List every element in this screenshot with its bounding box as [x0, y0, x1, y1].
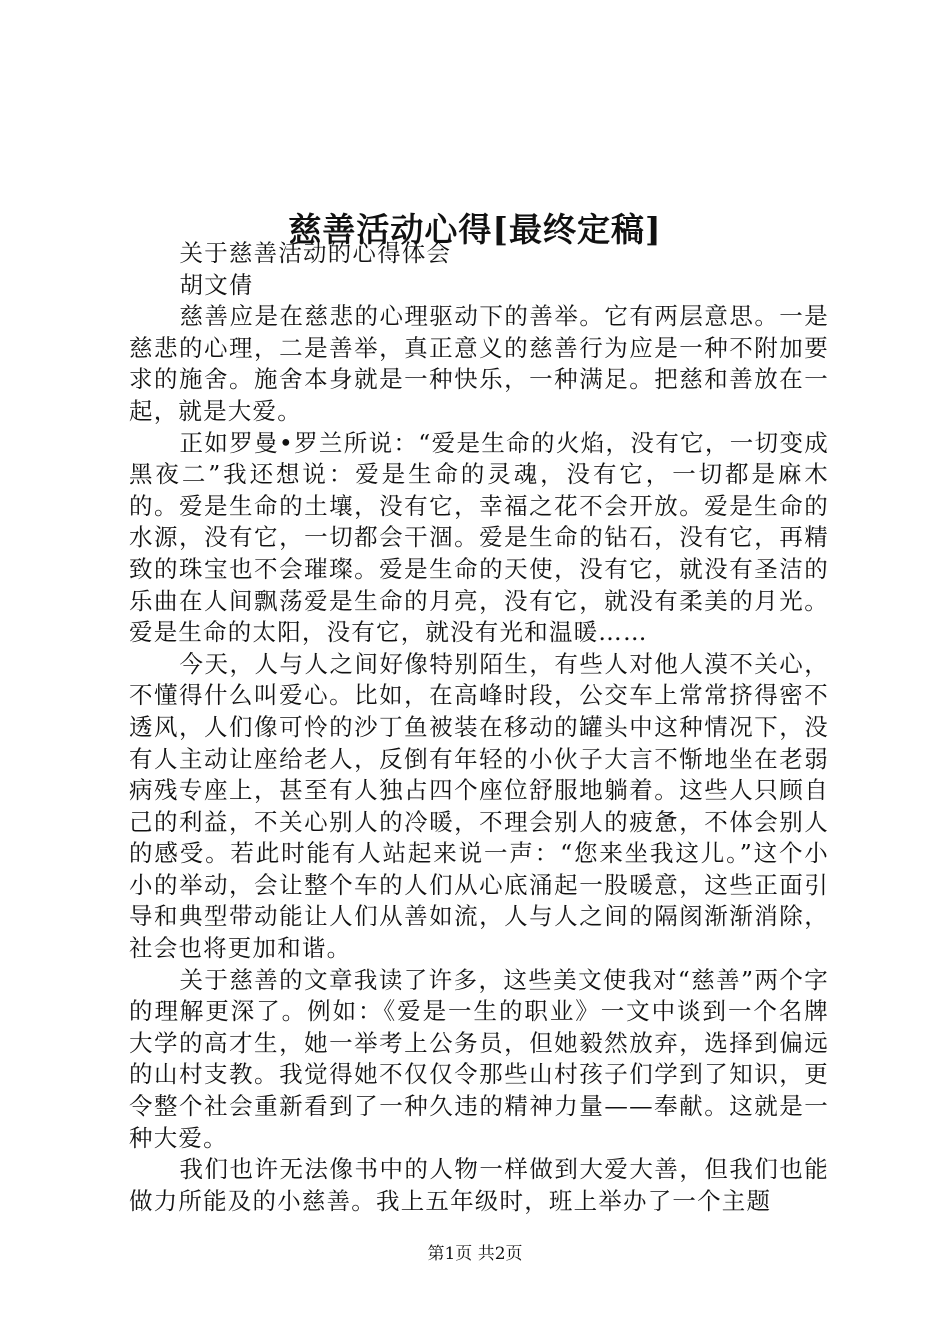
document-title: 慈善活动心得[最终定稿]	[288, 210, 662, 250]
body-paragraph-2: 正如罗曼•罗兰所说：“爱是生命的火焰，没有它，一切变成黑夜二”我还想说：爱是生命的灵魂，没有它，一切都是麻木的。爱是生命的土壤，没有它，幸福之花不会开放。爱是生命的水源，没有它，一切都会干涸。爱是生命的钻石，没有它，再精致的珠宝也不会璀璨。爱是生命的天使，没有它，就没有圣洁的乐曲在人间飘荡爱是生命的月亮，没有它，就没有柔美的月光。爱是生命的太阳，没有它，就没有光和温暖……	[129, 428, 829, 647]
document-body	[129, 238, 829, 1217]
body-paragraph-3: 今天，人与人之间好像特别陌生，有些人对他人漠不关心，不懂得什么叫爱心。比如，在高峰时段，公交车上常常挤得密不透风，人们像可怜的沙丁鱼被装在移动的罐头中这种情况下，没有人主动让座给老人，反倒有年轻的小伙子大言不惭地坐在老弱病残专座上，甚至有人独占四个座位舒服地躺着。这些人只顾自己的利益，不关心别人的冷暖，不理会别人的疲惫，不体会别人的感受。若此时能有人站起来说一声：“您来坐我这儿。”这个小小的举动，会让整个车的人们从心底涌起一股暖意，这些正面引导和典型带动能让人们从善如流，人与人之间的隔阂渐渐消除，社会也将更加和谐。	[129, 649, 829, 963]
subtitle-line: 关于慈善活动的心得体会	[179, 239, 452, 267]
body-paragraph-5: 我们也许无法像书中的人物一样做到大爱大善，但我们也能做力所能及的小慈善。我上五年级时，班上举办了一个主题	[129, 1155, 829, 1215]
author-line: 胡文倩	[179, 270, 254, 299]
body-paragraph-4: 关于慈善的文章我读了许多，这些美文使我对“慈善”两个字的理解更深了。例如：《爱是一生的职业》一文中谈到一个名牌大学的高才生，她一举考上公务员，但她毅然放弃，选择到偏远的山村支教。我觉得她不仅仅令那些山村孩子们学到了知识，更令整个社会重新看到了一种久违的精神力量——奉献。这就是一种大爱。	[129, 965, 829, 1152]
body-paragraph-1: 慈善应是在慈悲的心理驱动下的善举。它有两层意思。一是慈悲的心理，二是善举，真正意义的慈善行为应是一种不附加要求的施舍。施舍本身就是一种快乐，一种满足。把慈和善放在一起，就是大爱。	[129, 302, 829, 425]
page-footer: 第1页 共2页	[427, 1244, 523, 1264]
